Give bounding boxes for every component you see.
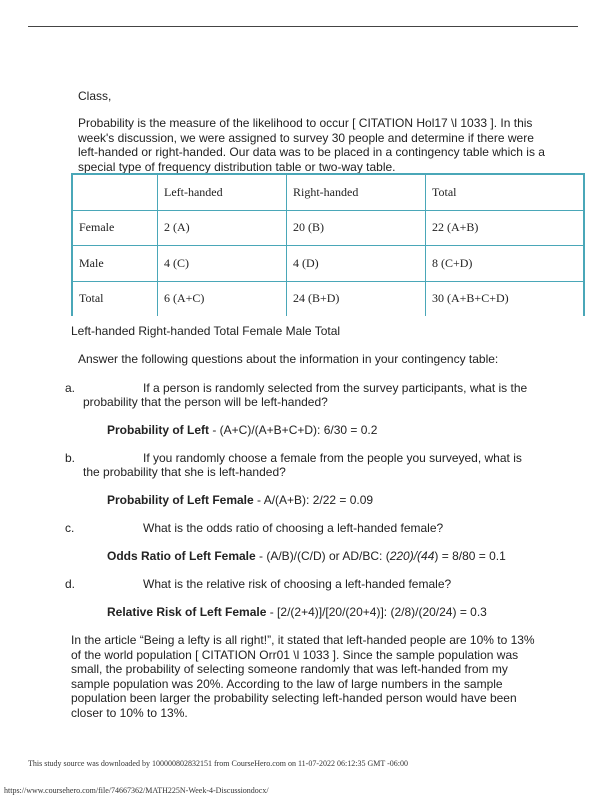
answer-d-label: Relative Risk of Left Female	[107, 605, 267, 619]
answer-b-label: Probability of Left Female	[107, 493, 254, 507]
table-cell: 24 (B+D)	[287, 281, 426, 316]
table-row	[72, 281, 584, 316]
question-a-text-line1: If a person is randomly selected from the survey participants, what is the	[143, 381, 528, 395]
table-row	[72, 246, 584, 282]
table-cell: 4 (D)	[287, 246, 426, 282]
answer-c-value-pre: - (A/B)/(C/D) or AD/BC: (	[255, 549, 390, 563]
source-url[interactable]: https://www.coursehero.com/file/74667362/MATH225N-Week-4-Discussiondocx/	[4, 786, 269, 795]
table-row	[72, 210, 584, 246]
question-b-text-line2: the probability that she is left-handed?	[83, 465, 286, 479]
table-cell: 8 (C+D)	[426, 246, 585, 282]
answer-c	[107, 549, 506, 563]
answer-b-value: - A/(A+B): 2/22 = 0.09	[253, 493, 374, 507]
question-d-text: What is the relative risk of choosing a left-handed female?	[143, 577, 452, 591]
table-cell: Female	[72, 210, 158, 246]
answer-a-value: - (A+C)/(A+B+C+D): 6/30 = 0.2	[209, 423, 378, 437]
article-paragraph: In the article “Being a lefty is all right!”, it stated that left-handed people are 10% to 13% of the world population [ CITATION Orr01 \l 1033 ]. Since the sample population was small, the probability of selecting someone randomly that was left-handed from my sample population was 20%. According to the law of large numbers in the sample population been larger the probability selecting left-handed person would have been closer to 10% to 13%.	[71, 633, 535, 720]
table-cell: 6 (A+C)	[158, 281, 287, 316]
answer-c-value-italic: 220)/(44	[389, 549, 435, 563]
table-cell: Total	[72, 281, 158, 316]
table-cell: Right-handed	[287, 174, 426, 210]
answer-b	[107, 493, 373, 507]
question-a-text-line2: probability that the person will be left-handed?	[83, 395, 328, 409]
greeting: Class,	[78, 89, 112, 103]
table-cell: 20 (B)	[287, 210, 426, 246]
question-b-text-line1: If you randomly choose a female from the people you surveyed, what is	[143, 451, 522, 465]
question-b-letter: b.	[65, 451, 76, 465]
question-c-text: What is the odds ratio of choosing a left-handed female?	[143, 521, 444, 535]
table-headers-text: Left-handed Right-handed Total Female Male Total	[71, 324, 341, 338]
table-cell: 30 (A+B+C+D)	[426, 281, 585, 316]
table-cell: Left-handed	[158, 174, 287, 210]
intro-paragraph: Probability is the measure of the likelihood to occur [ CITATION Hol17 \l 1033 ]. In this week's discussion, we were assigned to survey 30 people and determine if there were left-handed or right-handed. Our data was to be placed in a contingency table which is a special type of frequency distribution table or two-way table.	[78, 116, 545, 174]
answer-a-label: Probability of Left	[107, 423, 209, 437]
table-cell: 4 (C)	[158, 246, 287, 282]
answer-c-value-post: ) = 8/80 = 0.1	[434, 549, 506, 563]
instruction-text: Answer the following questions about the information in your contingency table:	[78, 352, 499, 366]
answer-d	[107, 605, 487, 619]
contingency-table	[71, 173, 585, 316]
table-cell: Total	[426, 174, 585, 210]
question-a-letter: a.	[65, 381, 76, 395]
question-d-letter: d.	[65, 577, 76, 591]
answer-c-label: Odds Ratio of Left Female	[107, 549, 256, 563]
download-note: This study source was downloaded by 100000802832151 from CourseHero.com on 11-07-2022 06:12:35 GMT -06:00	[28, 759, 408, 768]
question-c-letter: c.	[65, 521, 75, 535]
answer-d-value: - [2/(2+4)]/[20/(20+4)]: (2/8)/(20/24) = 0.3	[266, 605, 487, 619]
answer-a	[107, 423, 377, 437]
top-rule	[28, 26, 578, 27]
table-cell: 2 (A)	[158, 210, 287, 246]
table-header-row	[72, 174, 584, 210]
table-cell: Male	[72, 246, 158, 282]
table-cell: 22 (A+B)	[426, 210, 585, 246]
table-cell	[72, 174, 158, 210]
